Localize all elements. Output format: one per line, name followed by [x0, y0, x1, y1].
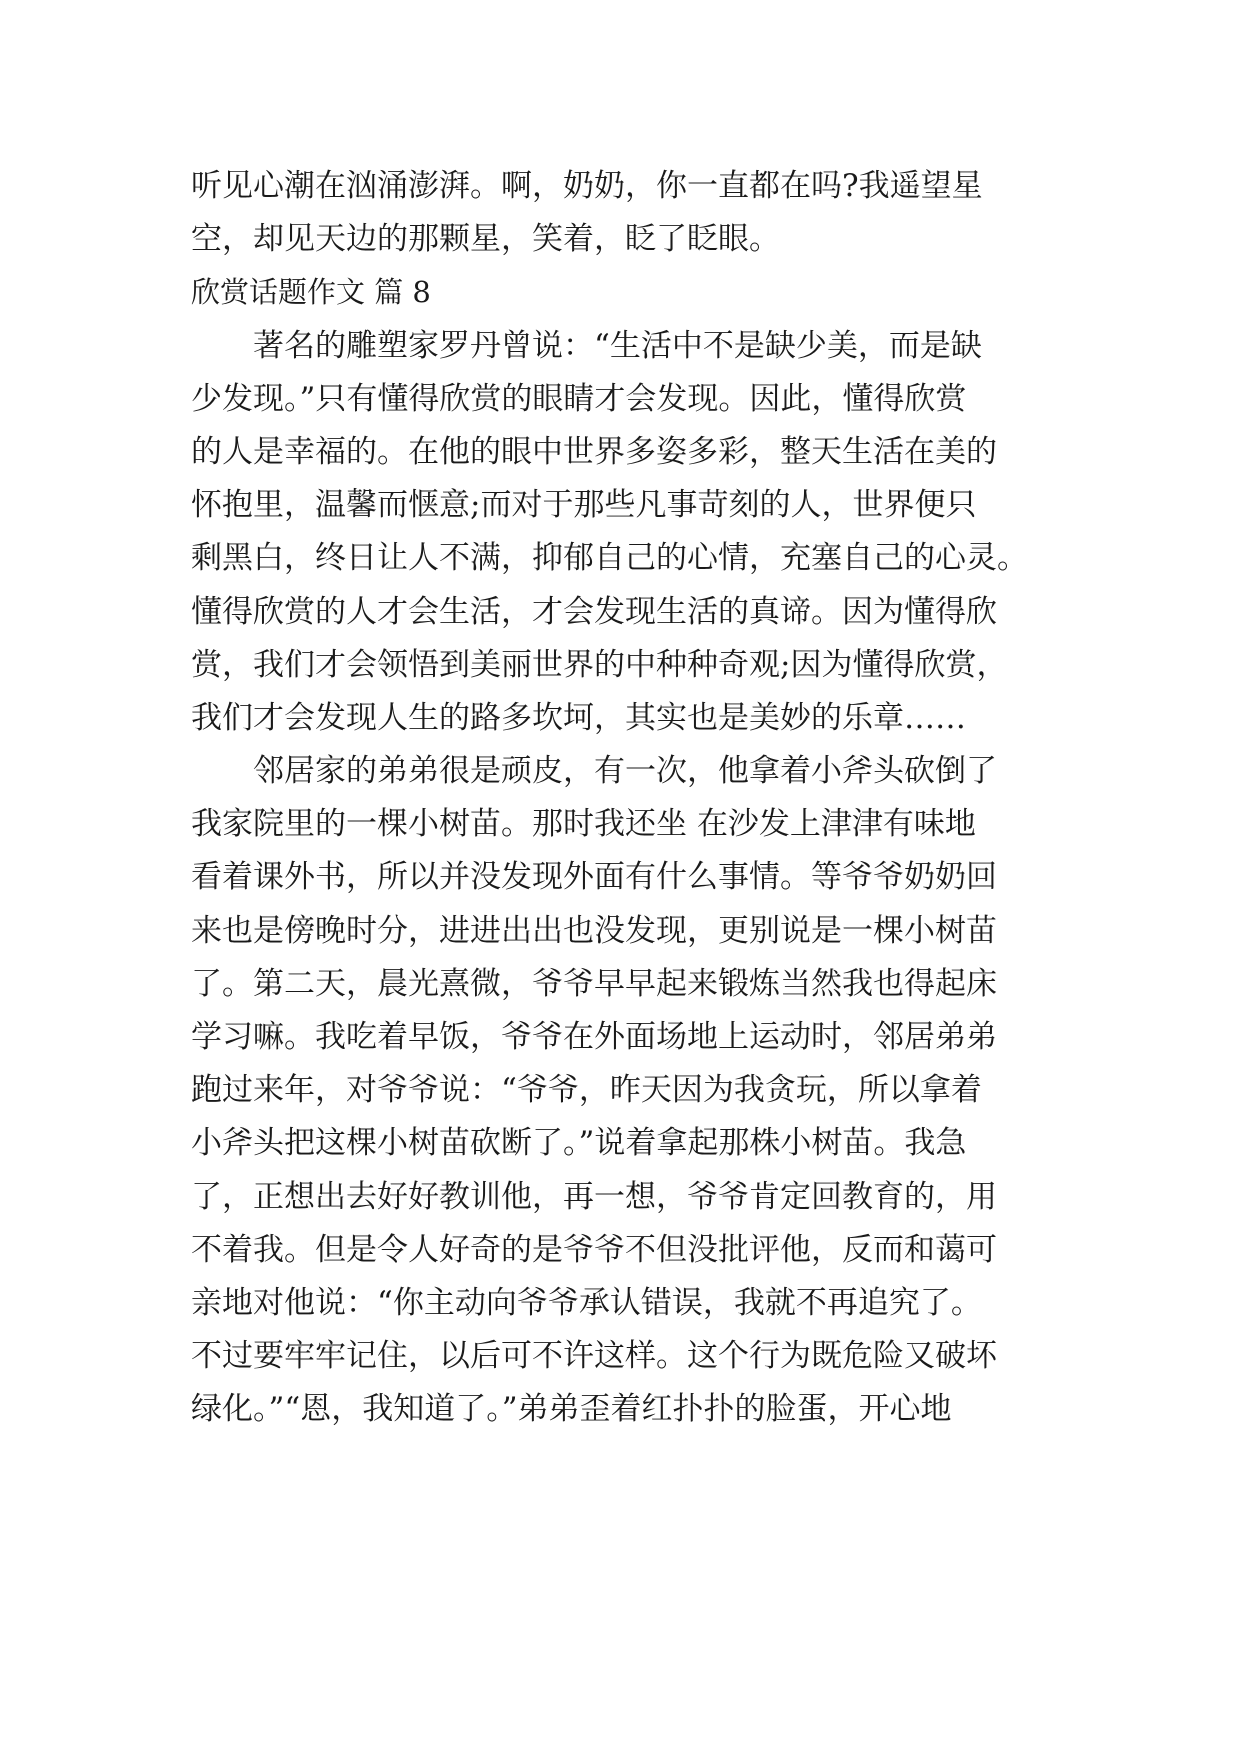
document-body — [191, 160, 1071, 1437]
text-line: 我家院里的一棵小树苗。那时我还坐 在沙发上津津有味地 — [191, 806, 976, 843]
text-line: 邻居家的弟弟很是顽皮，有一次，他拿着小斧头砍倒了 — [191, 753, 997, 790]
text-line: 了。第二天，晨光熹微，爷爷早早起来锻炼当然我也得起床 — [191, 965, 997, 1002]
text-line: 剩黑白，终日让人不满，抑郁自己的心情，充塞自己的心灵。 — [191, 540, 1028, 577]
text-line: 懂得欣赏的人才会生活，才会发现生活的真谛。因为懂得欣 — [191, 593, 997, 630]
text-line: 学习嘛。我吃着早饭，爷爷在外面场地上运动时，邻居弟弟 — [191, 1019, 997, 1055]
text-line: 不着我。但是令人好奇的是爷爷不但没批评他，反而和蔼可 — [191, 1231, 997, 1268]
text-line: 著名的雕塑家罗丹曾说：“生活中不是缺少美，而是缺 — [191, 327, 982, 364]
text-line: 来也是傍晚时分，进进出出也没发现，更别说是一棵小树苗 — [191, 912, 997, 949]
text-line: 的人是幸福的。在他的眼中世界多姿多彩，整天生活在美的 — [191, 433, 997, 470]
text-line: 怀抱里，温馨而惬意;而对于那些凡事苛刻的人，世界便只 — [191, 487, 977, 524]
text-line: 我们才会发现人生的路多坎坷，其实也是美妙的乐章…… — [191, 699, 966, 736]
section-heading: 欣赏话题作文 篇 8 — [191, 275, 431, 310]
text-line: 不过要牢牢记住，以后可不许这样。这个行为既危险又破坏 — [191, 1338, 997, 1375]
text-line: 跑过来年，对爷爷说：“爷爷，昨天因为我贪玩，所以拿着 — [191, 1072, 982, 1109]
text-line: 小斧头把这棵小树苗砍断了。”说着拿起那株小树苗。我急 — [191, 1125, 967, 1162]
text-line: 听见心潮在汹涌澎湃。啊，奶奶，你一直都在吗?我遥望星 — [191, 168, 983, 204]
text-line: 绿化。”“恩，我知道了。”弟弟歪着红扑扑的脸蛋，开心地 — [191, 1391, 952, 1428]
text-line: 少发现。”只有懂得欣赏的眼睛才会发现。因此，懂得欣赏 — [191, 380, 967, 417]
text-line: 赏，我们才会领悟到美丽世界的中种种奇观;因为懂得欣赏， — [191, 646, 1008, 683]
text-line: 了，正想出去好好教训他，再一想，爷爷肯定回教育的，用 — [191, 1178, 997, 1215]
text-line: 亲地对他说：“你主动向爷爷承认错误，我就不再追究了。 — [191, 1284, 982, 1321]
text-line: 空，却见天边的那颗星，笑着，眨了眨眼。 — [191, 221, 780, 258]
text-line: 看着课外书，所以并没发现外面有什么事情。等爷爷奶奶回 — [191, 859, 997, 896]
